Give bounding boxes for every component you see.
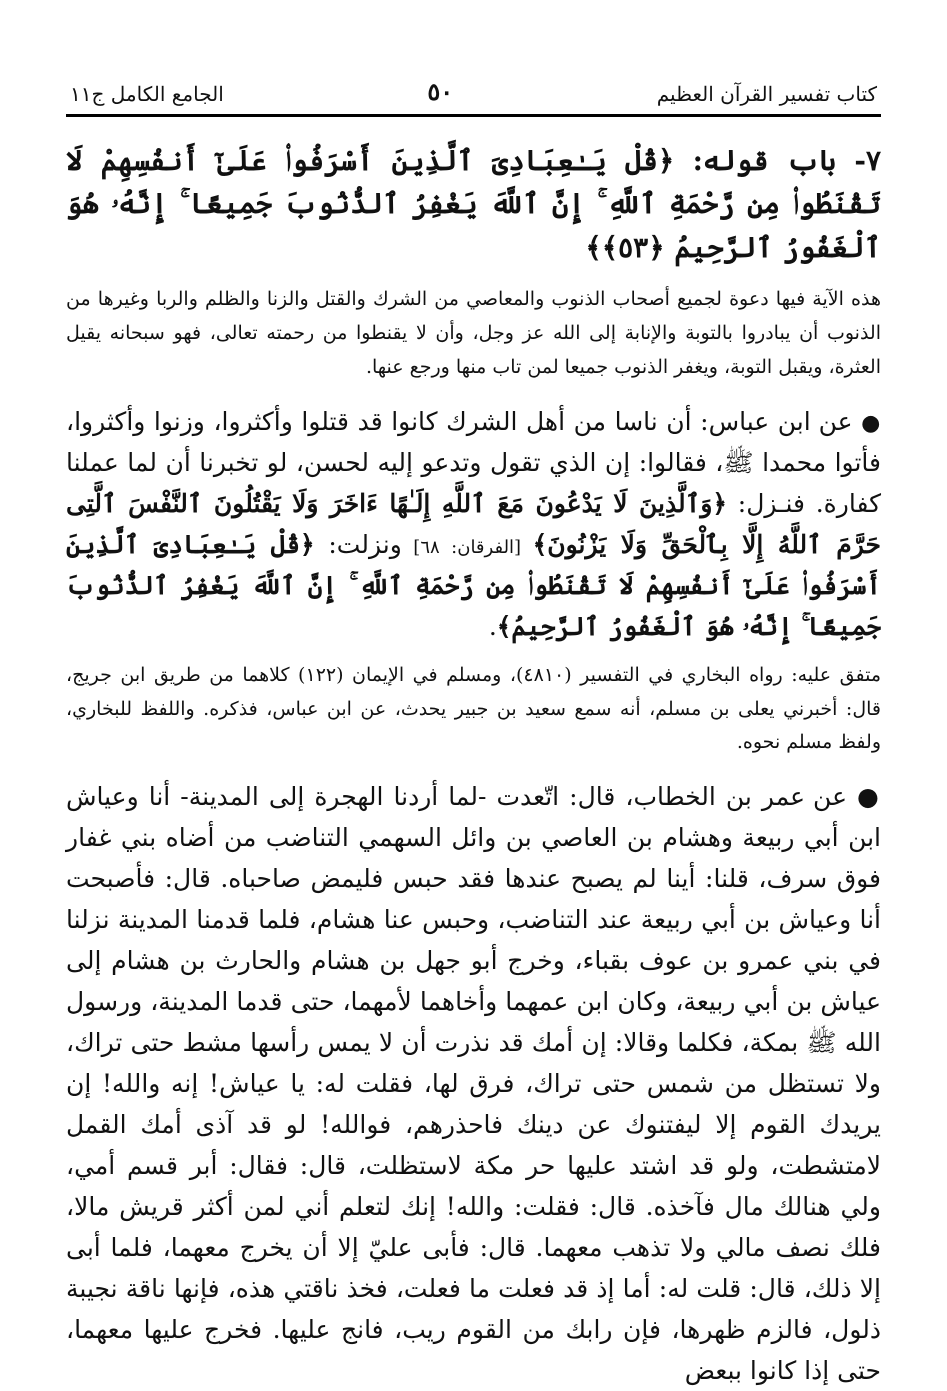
hadith-umar (66, 776, 881, 1391)
bullet-marker: ● (861, 410, 881, 436)
header-book-title: كتاب تفسير القرآن العظيم (656, 82, 877, 106)
quran-verse-furqan: ﴿وَٱلَّذِينَ لَا يَدْعُونَ مَعَ ٱللَّهِ إِلَـٰهًا ءَاخَرَ وَلَا يَقْتُلُونَ ٱلنَّفْسَ ٱلَّتِى حَرَّمَ ٱللَّهُ إِلَّا بِٱلْحَقِّ وَلَا يَزْنُونَ﴾ (66, 488, 881, 559)
header-rule (66, 114, 881, 117)
quran-verse-zumar: ﴿قُلْ يَـٰعِبَادِىَ ٱلَّذِينَ أَسْرَفُوا۟ عَلَىٰٓ أَنفُسِهِمْ لَا تَقْنَطُوا۟ مِن رَّحْمَةِ ٱللَّهِ ۚ إِنَّ ٱللَّهَ يَغْفِرُ ٱلذُّنُوبَ جَمِيعًا ۚ إِنَّهُۥ هُوَ ٱلْغَفُورُ ٱلرَّحِيمُ﴾ (66, 529, 881, 641)
verse-reference: [الفرقان: ٦٨] (401, 536, 533, 558)
hadith-umar-text: عن عمر بن الخطاب، قال: اتّعدت -لما أردنا الهجرة إلى المدينة- أنا وعياش ابن أبي ربيعة وهشام بن العاصي بن وائل السهمي التناضب من أضاه بني غفار فوق سرف، قلنا: أينا لم يصبح عندها فقد حبس فليمض صاحباه. قال: فأصبحت أنا وعياش بن أبي ربيعة عند التناضب، وحبس عنا هشام، فلما قدمنا المدينة نزلنا في بني عمرو بن عوف بقباء، وخرج أبو جهل بن هشام والحارث بن هشام إلى عياش بن أبي ربيعة، وكان ابن عمهما وأخاهما لأمهما، حتى قدما المدينة، ورسول الله ﷺ بمكة، فكلما وقالا: إن أمك قد نذرت أن لا يمس رأسها مشط حتى تراك، ولا تستظل من شمس حتى تراك، فرق لها، فقلت له: يا عياش! إنه والله! إن يريدك القوم إلا ليفتنوك عن دينك فاحذرهم، فوالله! لو قد آذى أمك القمل لامتشطت، ولو قد اشتد عليها حر مكة لاستظلت، قال: فقال: أبر قسم أمي، ولي هنالك مال فآخذه. قال: فقلت: والله! إنك لتعلم أني لمن أكثر قريش مالا، فلك نصف مالي ولا تذهب معهما. قال: فأبى عليّ إلا أن يخرج معهما، فلما أبى إلا ذلك، قال: قلت له: أما إذ قد فعلت ما فعلت، فخذ ناقتي هذه، فإنها ناقة نجيبة ذلول، فالزم ظهرها، فإن رابك من القوم ريب، فانج عليها. فخرج عليها معهما، حتى إذا كانوا ببعض (66, 782, 881, 1386)
intro-paragraph: هذه الآية فيها دعوة لجميع أصحاب الذنوب والمعاصي من الشرك والقتل والزنا والظلم والربا وغيرها من الذنوب أن يبادروا بالتوبة والإنابة إلى الله عز وجل، وأن لا يقنطوا من رحمته تعالى، فهو سبحانه يقيل العثرة، ويقبل التوبة، ويغفر الذنوب جميعا لمن تاب منها ورجع عنها. (66, 288, 881, 378)
takhrij-note: متفق عليه: رواه البخاري في التفسير (٤٨١٠)، ومسلم في الإيمان (١٢٢) كلاهما من طريق ابن جريج، قال: أخبرني يعلى بن مسلم، أنه سمع سعيد بن جبير يحدث، عن ابن عباس، فذكره. واللفظ للبخاري، ولفظ مسلم نحوه. (66, 663, 882, 754)
page-number: ٥٠ (427, 77, 454, 106)
hadith-text-b: ونزلت: (314, 529, 402, 559)
chapter-label: ٧- باب قوله: (674, 144, 881, 177)
chapter-heading (66, 139, 881, 269)
hadith-end: . (488, 611, 497, 641)
running-header (66, 72, 881, 110)
hadith-text-a: عن ابن عباس: أن ناسا من أهل الشرك كانوا قد قتلوا وأكثروا، وزنوا وأكثروا، فأتوا محمدا ﷺ، فقالوا: إن الذي تقول وتدعو إليه لحسن، لو تخبرنا أن لما عملنا كفارة. فنـزل: (66, 406, 881, 518)
hadith-ibn-abbas (66, 401, 881, 647)
bullet-marker: ● (857, 782, 881, 812)
chapter-verse: ﴿قُلْ يَـٰعِبَادِىَ ٱلَّذِينَ أَسْرَفُوا۟ عَلَىٰٓ أَنفُسِهِمْ لَا تَقْنَطُوا۟ مِن رَّحْمَةِ ٱللَّهِ ۚ إِنَّ ٱللَّهَ يَغْفِرُ ٱلذُّنُوبَ جَمِيعًا ۚ إِنَّهُۥ هُوَ ٱلْغَفُورُ ٱلرَّحِيمُ ﴿٥٣﴾﴾ (66, 144, 881, 264)
header-volume: الجامع الكامل ج١١ (70, 82, 224, 106)
